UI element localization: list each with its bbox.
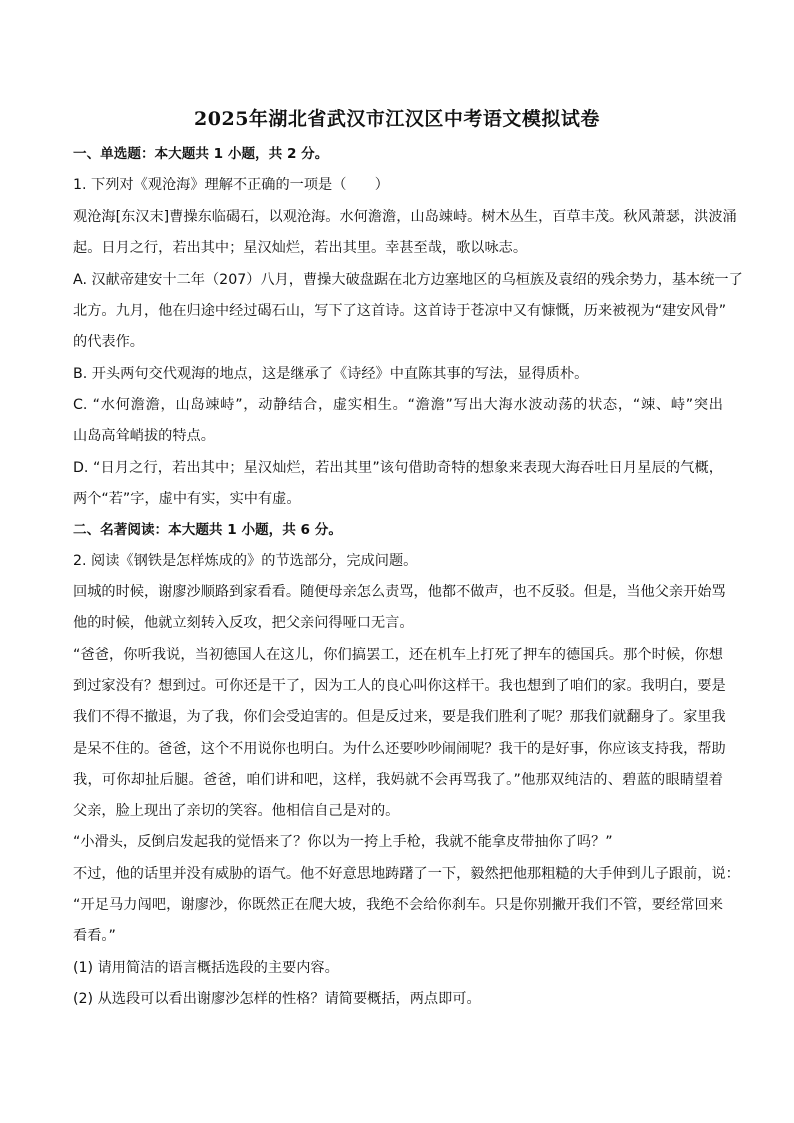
option-d-line: 两个“若”字，虚中有实，实中有虚。 — [73, 491, 301, 507]
passage-line: 不过，他的话里并没有威胁的语气。他不好意思地踌躇了一下，毅然把他那粗糙的大手伸到儿子跟前，说： — [73, 866, 740, 882]
passage-line: 父亲，脸上现出了亲切的笑容。他相信自己是对的。 — [73, 803, 400, 819]
question-1: 1. 下列对《观沧海》理解不正确的一项是（ ） — [73, 177, 389, 193]
passage-line: “开足马力闯吧，谢廖沙，你既然正在爬大坡，我绝不会给你刹车。只是你别撇开我们不管，要经常回来 — [73, 897, 723, 913]
option-c-line: 山岛高耸峭拔的特点。 — [73, 428, 215, 444]
sub-question-1: (1) 请用简洁的语言概括选段的主要内容。 — [73, 960, 339, 976]
exam-title: 2025年湖北省武汉市江汉区中考语文模拟试卷 — [194, 108, 600, 130]
option-a-line: A. 汉献帝建安十二年（207）八月，曹操大破盘踞在北方边塞地区的乌桓族及袁绍的残余势力，基本统一了 — [73, 272, 743, 288]
passage-line: 他的时候，他就立刻转入反攻，把父亲问得哑口无言。 — [73, 615, 414, 631]
passage-line: “爸爸，你听我说，当初德国人在这儿，你们搞罢工，还在机车上打死了押车的德国兵。那个时候，你想 — [73, 647, 723, 663]
question-2: 2. 阅读《钢铁是怎样炼成的》的节选部分，完成问题。 — [73, 553, 418, 569]
option-a-line: 的代表作。 — [73, 334, 144, 350]
passage-line: 我，可你却扯后腿。爸爸，咱们讲和吧，这样，我妈就不会再骂我了。”他那双纯洁的、碧蓝的眼睛望着 — [73, 772, 723, 788]
passage-line: 到过家没有？想到过。可你还是干了，因为工人的良心叫你这样干。我也想到了咱们的家。我明白，要是 — [73, 678, 726, 694]
option-d-line: D. “日月之行，若出其中；星汉灿烂，若出其里”该句借助奇特的想象来表现大海吞吐日月星辰的气概， — [73, 460, 723, 476]
passage-line: “小滑头，反倒启发起我的觉悟来了？你以为一挎上手枪，我就不能拿皮带抽你了吗？” — [73, 834, 613, 850]
option-c-line: C. “水何澹澹，山岛竦峙”，动静结合，虚实相生。“澹澹”写出大海水波动荡的状态，“竦、峙”突出 — [73, 397, 723, 413]
passage-line: 看看。” — [73, 928, 116, 944]
poem-line: 观沧海[东汉末]曹操东临碣石，以观沧海。水何澹澹，山岛竦峙。树木丛生，百草丰茂。秋风萧瑟，洪波涌 — [73, 209, 737, 225]
passage-line: 我们不得不撤退，为了我，你们会受迫害的。但是反过来，要是我们胜利了呢？那我们就翻身了。家里我 — [73, 709, 726, 725]
option-a-line: 北方。九月，他在归途中经过碣石山，写下了这首诗。这首诗于苍凉中又有慷慨，历来被视为“建安风骨” — [73, 303, 727, 319]
section2-heading: 二、名著阅读：本大题共 1 小题，共 6 分。 — [73, 522, 342, 538]
option-b-line: B. 开头两句交代观海的地点，这是继承了《诗经》中直陈其事的写法，显得质朴。 — [73, 366, 589, 382]
poem-line: 起。日月之行，若出其中；星汉灿烂，若出其里。幸甚至哉，歌以咏志。 — [73, 240, 528, 256]
passage-line: 回城的时候，谢廖沙顺路到家看看。随便母亲怎么责骂，他都不做声，也不反驳。但是，当他父亲开始骂 — [73, 584, 726, 600]
sub-question-2: (2) 从选段可以看出谢廖沙怎样的性格？请简要概括，两点即可。 — [73, 991, 481, 1007]
section1-heading: 一、单选题：本大题共 1 小题，共 2 分。 — [73, 146, 329, 162]
passage-line: 是呆不住的。爸爸，这个不用说你也明白。为什么还要吵吵闹闹呢？我干的是好事，你应该支持我，帮助 — [73, 741, 726, 757]
